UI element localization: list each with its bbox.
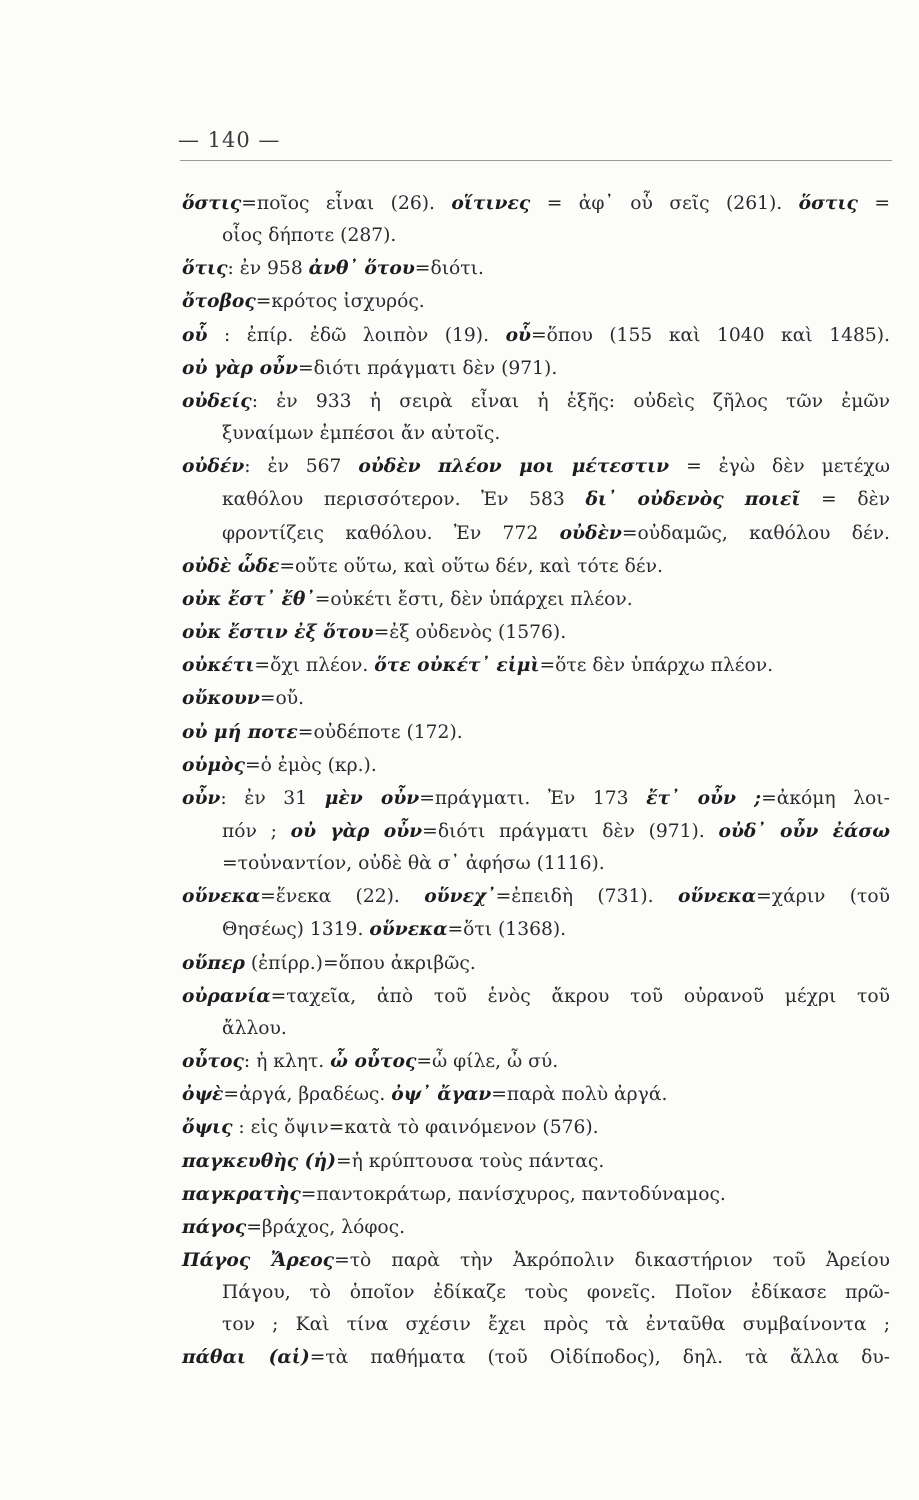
- definition-text: =οὐκέτι ἔστι, δὲν ὑπάρχει πλέον.: [314, 588, 633, 610]
- definition-text: =βράχος, λόφος.: [246, 1216, 406, 1238]
- definition-text: =χάριν (τοῦ: [756, 886, 890, 908]
- definition-text: = ἀφ᾽ οὗ σεῖς (261).: [530, 193, 799, 214]
- entry-line: [182, 716, 890, 749]
- entry-line: [182, 749, 890, 782]
- definition-text: =παντοκράτωρ, πανίσχυρος, παντοδύναμος.: [300, 1183, 726, 1205]
- headword: ὅστις: [182, 192, 242, 214]
- definition-text: =οὐδαμῶς, καθόλου δέν.: [621, 522, 890, 544]
- headword: οὕνεχ᾽: [424, 885, 496, 908]
- entry-continuation-line: [182, 1277, 890, 1309]
- definition-text: : ἐν 567: [244, 456, 359, 478]
- entry-line: [182, 252, 890, 285]
- entry-line: [182, 782, 890, 815]
- headword: οὑμὸς: [182, 753, 245, 776]
- entry-line: [182, 980, 890, 1013]
- entry-line: [182, 682, 890, 715]
- entry-line: [182, 385, 890, 418]
- entry-line: [182, 1244, 890, 1277]
- headword: οὐκέτι: [182, 654, 255, 677]
- headword: μὲν οὖν: [324, 786, 420, 809]
- headword: οὐκ ἔστ᾽ ἔθ᾽: [182, 587, 315, 610]
- entry-continuation-line: [182, 517, 890, 550]
- definition-text: : ἐν 933 ἡ σειρὰ εἶναι ἡ ἑξῆς: οὐδεὶς ζῆλος τῶν ἐμῶν: [251, 390, 890, 412]
- definition-text: =ὁ ἐμὸς (κρ.).: [244, 754, 377, 776]
- definition-text: =ὄχι πλέον.: [254, 655, 375, 677]
- headword: οὕνεκα: [369, 918, 448, 941]
- definition-text: =ὅτι (1368).: [447, 919, 567, 941]
- definition-text: Πάγου, τὸ ὁποῖον ἐδίκαζε τοὺς φονεῖς. Ποῖον ἐδίκασε πρῶ-: [222, 1282, 890, 1304]
- definition-text: ξυναίμων ἐμπέσοι ἄν αὐτοῖς.: [222, 423, 501, 445]
- definition-text: =: [857, 193, 890, 214]
- entry-line: [182, 1341, 890, 1374]
- definition-text: =τὰ παθήματα (τοῦ Οἰδίποδος), δηλ. τὰ ἄλλα δυ-: [309, 1347, 891, 1369]
- entry-line: [182, 583, 890, 616]
- headword: ἀνθ᾽ ὅτου: [308, 257, 415, 280]
- definition-text: =τοὐναντίον, οὐδὲ θὰ σ᾽ ἀφήσω (1116).: [222, 853, 605, 875]
- entry-line: [182, 319, 890, 352]
- definition-text: : ἐν 958: [227, 258, 309, 280]
- definition-text: =ἀργά, βραδέως.: [223, 1084, 392, 1106]
- entry-continuation-line: [182, 418, 890, 450]
- entry-line: [182, 450, 890, 483]
- headword: οὐδὲν πλέον μοι μέτεστιν: [358, 455, 670, 478]
- headword: οὐκ ἔστιν ἐξ ὅτου: [182, 621, 374, 644]
- entry-line: [182, 649, 890, 682]
- definition-text: =οὐδέποτε (172).: [297, 721, 463, 743]
- definition-text: (ἐπίρρ.)=ὅπου ἀκριβῶς.: [244, 952, 476, 974]
- definition-text: : ἐν 31: [220, 787, 325, 809]
- entry-continuation-line: [182, 220, 890, 252]
- definition-text: : ἡ κλητ.: [243, 1051, 331, 1073]
- definition-text: =ταχεῖα, ἀπὸ τοῦ ἑνὸς ἄκρου τοῦ οὐρανοῦ μέχρι τοῦ: [270, 985, 890, 1007]
- definition-text: ἄλλου.: [222, 1017, 287, 1039]
- entry-line: [182, 285, 890, 318]
- definition-text: =ἡ κρύπτουσα τοὺς πάντας.: [335, 1150, 605, 1172]
- headword: ὀψ᾽ ἄγαν: [391, 1083, 492, 1106]
- headword: οὗ: [505, 323, 532, 346]
- definition-text: : ἐπίρ. ἐδῶ λοιπὸν (19).: [207, 324, 506, 346]
- headword: ὦ οὗτος: [330, 1050, 417, 1073]
- header-rule: [180, 160, 892, 161]
- definition-text: =παρὰ πολὺ ἀργά.: [491, 1084, 668, 1106]
- definition-text: =πράγματι. Ἐν 173: [419, 787, 647, 809]
- entry-line: [182, 1045, 890, 1078]
- definition-text: =ἕνεκα (22).: [260, 886, 425, 908]
- definition-text: = δὲν: [800, 489, 890, 511]
- headword: οὕνεκα: [677, 885, 757, 908]
- definition-text: : εἰς ὄψιν=κατὰ τὸ φαινόμενον (576).: [232, 1117, 599, 1139]
- headword: οὐδὲ ὧδε: [182, 554, 280, 577]
- definition-text: =ὅτε δὲν ὑπάρχω πλέον.: [539, 655, 774, 677]
- entry-continuation-line: [182, 815, 890, 848]
- entry-line: [182, 352, 890, 385]
- headword: παγκευθὴς (ἡ): [182, 1149, 336, 1172]
- headword: ὅτε οὐκέτ᾽ εἰμὶ: [374, 654, 540, 677]
- entry-line: [182, 880, 890, 913]
- entry-line: [182, 1211, 890, 1244]
- entry-continuation-line: [182, 913, 890, 946]
- entry-line: [182, 616, 890, 649]
- headword: οὐ γὰρ οὖν: [182, 356, 298, 379]
- glossary-body: [182, 187, 890, 1375]
- definition-text: =ποῖος εἶναι (26).: [241, 193, 452, 214]
- headword: οὐ γὰρ οὖν: [290, 819, 423, 842]
- entry-line: [182, 1145, 890, 1178]
- headword: οἵτινες: [451, 192, 531, 214]
- entry-line: [182, 550, 890, 583]
- headword: οὐδ᾽ οὖν ἐάσω: [718, 819, 890, 842]
- entry-continuation-line: [182, 1309, 890, 1341]
- headword: οὗ: [182, 323, 208, 346]
- headword: οὗτος: [182, 1050, 244, 1073]
- headword: ὄψις: [182, 1116, 233, 1139]
- definition-text: =διότι.: [414, 258, 484, 280]
- headword: ὅστις: [798, 192, 858, 214]
- headword: οὐδείς: [182, 389, 252, 412]
- definition-text: =οὔ.: [259, 688, 305, 710]
- headword: πάθαι (αἱ): [182, 1346, 310, 1369]
- headword: ἔτ᾽ οὖν ;: [646, 786, 762, 809]
- headword: ὀψὲ: [182, 1083, 224, 1106]
- headword: Πάγος Ἄρεος: [182, 1249, 335, 1271]
- headword: πάγος: [182, 1215, 247, 1238]
- definition-text: =ἐπειδὴ (731).: [495, 886, 678, 908]
- definition-text: καθόλου περισσότερον. Ἐν 583: [222, 489, 586, 511]
- headword: οὐδὲν: [559, 521, 622, 544]
- entry-line: [182, 947, 890, 980]
- definition-text: Θησέως) 1319.: [222, 919, 370, 941]
- headword: δι᾽ οὐδενὸς ποιεῖ: [585, 488, 801, 511]
- headword: οὖν: [182, 786, 221, 809]
- definition-text: =διότι πράγματι δὲν (971).: [422, 820, 719, 842]
- definition-text: =τὸ παρὰ τὴν Ἀκρόπολιν δικαστήριον τοῦ Ἀρείου: [334, 1250, 890, 1271]
- definition-text: οἷος δήποτε (287).: [222, 225, 397, 247]
- headword: οὐρανία: [182, 984, 271, 1007]
- entry-continuation-line: [182, 483, 890, 516]
- definition-text: =διότι πράγματι δὲν (971).: [298, 357, 558, 379]
- definition-text: =οὔτε οὕτω, καὶ οὕτω δέν, καὶ τότε δέν.: [279, 555, 663, 577]
- entry-line: [182, 1078, 890, 1111]
- headword: οὐ μή ποτε: [182, 720, 298, 743]
- definition-text: =κρότος ἰσχυρός.: [255, 291, 425, 313]
- entry-continuation-line: [182, 1013, 890, 1045]
- page-number-header: — 140 —: [178, 128, 281, 152]
- definition-text: φροντίζεις καθόλου. Ἐν 772: [222, 522, 560, 544]
- entry-line: [182, 187, 890, 220]
- definition-text: =ὅπου (155 καὶ 1040 καὶ 1485).: [531, 324, 890, 346]
- entry-line: [182, 1178, 890, 1211]
- definition-text: = ἐγὼ δὲν μετέχω: [669, 456, 890, 478]
- headword: οὐδέν: [182, 455, 245, 478]
- definition-text: =ἀκόμη λοι-: [761, 787, 890, 809]
- definition-text: τον ; Καὶ τίνα σχέσιν ἔχει πρὸς τὰ ἐνταῦθα συμβαίνοντα ;: [222, 1314, 890, 1336]
- entry-line: [182, 1111, 890, 1144]
- definition-text: =ὦ φίλε, ὦ σύ.: [416, 1051, 559, 1073]
- headword: οὕπερ: [182, 951, 245, 974]
- headword: ὅτις: [182, 257, 228, 280]
- entry-continuation-line: [182, 848, 890, 880]
- headword: ὄτοβος: [182, 290, 256, 313]
- headword: παγκρατὴς: [182, 1182, 301, 1205]
- headword: οὔκουν: [182, 687, 260, 710]
- definition-text: =ἐξ οὐδενὸς (1576).: [373, 622, 567, 644]
- headword: οὕνεκα: [182, 885, 261, 908]
- definition-text: πόν ;: [222, 820, 291, 842]
